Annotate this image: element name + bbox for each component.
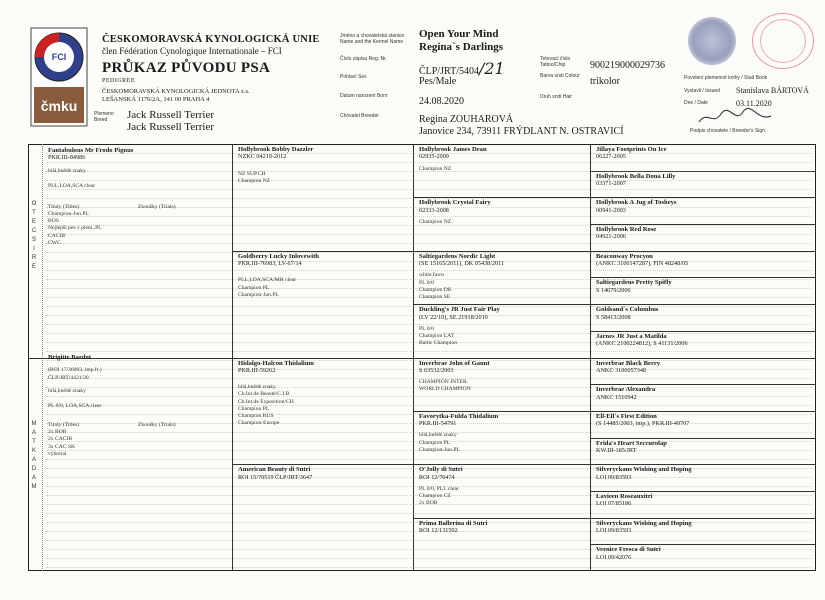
gen3-reg: ROI 12/70474 [419,473,455,481]
gen3-detail: CHAMPION INTER. [419,379,469,386]
gen3-reg: PKR.III-54791 [419,420,457,428]
gen4-cell [596,493,812,508]
gen4-reg: S 58413/2008 [596,313,631,321]
gen3-reg: S 63532/2003 [419,366,454,374]
gen3-cell [419,146,586,173]
gen4-name: Vernice Fresca di Sutri [596,546,661,554]
gen3-cell [419,253,586,301]
official-stamp [688,17,736,65]
gen1-dam-titles-label: Tituly (Titles) [48,422,80,429]
gen3-detail: white,fawn [419,272,445,279]
side-label-sire [28,200,40,272]
gen4-name: Lavieen Roseauxitri [596,492,653,500]
document-title: PRŮKAZ PŮVODU PSA [102,60,271,76]
gen2-reg: PKR.III-76983, LV-67/14 [238,260,302,268]
gen3-reg: 02333-2008 [419,206,449,214]
gen4-name: Inverbrae Alexandra [596,386,656,394]
gen2-detail: Champion-Europe [238,420,280,427]
gen3-reg: 02935-2009 [419,153,449,161]
gen3-cell [419,306,586,347]
unit-address: LEŠANSKÁ 1176/2A, 141 00 PRAHA 4 [102,96,210,103]
gen1-dam-title: 2x CACIB [48,436,73,443]
dotted-guide [46,459,812,460]
gen1-dam-title: výborná [48,450,67,457]
dotted-guide [46,351,812,352]
gen1-dam-title: 3x CAC SK [48,443,76,450]
gen1-dam-name: Brigitte Bardot [48,354,92,361]
side-letter: O [31,201,37,207]
gen4-cell [596,199,812,214]
gen1-sire-title: Nejlepší pes v plem.,PL [48,225,102,232]
gen2-detail: bílá,hnědé znaky [238,384,276,391]
gen2-cell [238,466,409,481]
sixteenth-divider [590,544,816,545]
gen4-cell [596,546,812,561]
org-name: ČESKOMORAVSKÁ KYNOLOGICKÁ UNIE [102,34,320,45]
sixteenth-divider [590,384,816,385]
gen3-detail: PL 0/0 [419,325,434,332]
side-letter: T [32,210,36,216]
gen4-cell [596,360,812,375]
gen3-cell [419,360,586,394]
side-letter: T [32,439,36,445]
breed-value: Jack Russell Terrier [127,109,215,121]
gen3-name: Duckling's JR Just Fair Play [419,306,500,314]
gen3-name: O'Jolly di Sutri [419,466,463,474]
sex-value: Pes/Male [419,76,457,87]
reg-number-handwritten: /21 [478,59,505,78]
gen4-cell [596,226,812,241]
gen4-cell [596,466,812,481]
gen3-detail: Champion PL [419,439,451,446]
gen3-name: Favorytka-Fulda Thidalium [419,412,499,420]
gen3-detail: Champion CZ [419,493,451,500]
gen1-dam-reg: (ROI 17/36093, imp.It.) [48,367,102,374]
gen2-detail: Ch.Int.de Exposition/CH [238,398,294,405]
date-value: 03.11.2020 [736,99,772,108]
gen3-cell [419,199,586,226]
gen4-name: Ell-Ell´s First Edition [596,412,657,420]
gen4-name: Jarnes JR Just a Matilda [596,332,667,340]
gen4-name: Goldsand´s Columbus [596,306,659,314]
gen1-dam-exams-label: Zkoušky (Trials) [138,422,176,429]
gen3-detail: PL 0/0, PLL clear [419,485,459,492]
dob-label: Datum narození Born [340,93,388,99]
gen4-reg: (S 14485/2003, imp.), PKR.III-49707 [596,420,690,428]
reg-number-print: ČLP/JRT/5404 [419,66,479,77]
eighth-divider [413,518,816,519]
gen2-name: Hollybrook Bobby Dazzler [238,146,314,153]
gen1-sire-titles-label: Tituly (Titles) [48,204,80,211]
gen4-reg: 06227-2005 [596,153,626,161]
gen4-reg: LOI 09/42076 [596,553,632,561]
gen4-name: Jillaya Footprints On Ice [596,146,667,153]
gen3-detail: 2x BOB [419,500,438,507]
gen2-detail: Champion PL [238,405,270,412]
dog-name-block [419,28,503,54]
gen4-reg: (ANKC 3100147287), FIN 48248/05 [596,260,689,268]
gen3-cell [419,466,586,507]
gen3-detail: Champion SE [419,293,451,300]
side-letter: E [31,219,36,225]
eighth-divider [413,304,816,305]
gen3-detail: Champion-Jun.PL [419,446,460,453]
gen4-reg: S 14679/2006 [596,286,631,294]
gen1-sire-title: BOS [48,218,59,225]
gen4-name: Hollybrook Bella Dona Lilly [596,172,676,180]
gen4-cell [596,279,812,294]
sixteenth-divider [590,438,816,439]
gen2-reg: ROI 15/70519 ČLP/JRT/3647 [238,473,313,481]
gen1-dam-title: 2x BOB [48,429,67,436]
colour-value: trikolor [590,76,620,87]
issued-value: Stanislava BÁRTOVÁ [736,86,809,95]
side-letter: M [31,421,37,427]
gen4-cell [596,520,812,535]
red-seal-inner [760,19,806,63]
gen1-sire-reg: PKR.III-84986 [48,154,86,162]
gen4-reg: 04921-2006 [596,233,626,241]
gen1-dam-health: PL 0/0, LOA,SCA clear [48,403,102,410]
gen2-detail: Champion NZ [238,177,271,184]
gen1-sire-title: Champion-Jun.PL [48,211,89,218]
gen4-name: Inverbrae Black Berry [596,359,661,367]
tattoo-value: 900219000029736 [590,60,665,71]
gen3-name: Hollybrook James Dean [419,146,487,153]
breed-label: Plemeno Breed [94,111,114,123]
gen4-name: Beaconway Procyon [596,252,653,260]
sixteenth-divider [590,331,816,332]
gen2-cell [238,360,409,428]
side-letter: E [31,264,36,270]
gen4-name: Hollybrook A Jug of Tosheys [596,199,677,207]
gen3-cell [419,520,586,535]
gen4-reg: LOI 09/83593 [596,527,632,535]
organization-block [102,34,322,103]
gen4-cell [596,306,812,321]
colour-label: Barva srsti Colour [540,73,580,79]
side-letter: M [31,484,37,490]
gen3-detail: Baltic Champion [419,340,458,347]
signature-label: Podpis chovatele / Breeder's Sign. [690,128,767,134]
gen3-cell [419,413,586,454]
fci-cmku-logo [30,27,88,127]
issued-label: Vystavil / Issued [684,88,720,94]
gen1-sire [48,147,228,247]
gen4-cell [596,333,812,348]
gen3-detail: Champion NZ [419,218,452,225]
gen1-sire-title: CACIB [48,232,66,239]
gen2-name: American Beauty di Sutri [238,466,311,474]
studbook-label: Povolení plemenné knihy / Stud Book [684,75,768,81]
gen4-name: Frida's Heart Seccurolap [596,439,667,447]
gen2-detail: Ch.Int.de Beauté/C.I.B [238,391,290,398]
side-label-dam [28,420,40,492]
gen4-reg: LOI 07/85186 [596,500,632,508]
gen4-reg: 03371-2007 [596,180,626,188]
gen4-reg: 00941-2003 [596,206,626,214]
dob-value: 24.08.2020 [419,96,464,107]
gen2-cell [238,146,409,185]
gen4-reg: (ANKC 2100224812), S 41131/2006 [596,340,688,348]
hair-label: Druh srsti Hair [540,94,572,100]
breeder-label: Chovatel Breeder [340,113,379,119]
gen1-dam [48,354,228,458]
sixteenth-divider [590,491,816,492]
gen3-detail: Champion DK [419,286,452,293]
side-letter: C [31,228,37,234]
dotted-guide [46,540,812,541]
gen1-sire-name: Fantabulous Mr Frodo Pignus [48,147,134,154]
gen3-detail: PL 0/0 [419,279,434,286]
side-letter: R [31,255,37,261]
dog-name: Open Your Mind [419,28,499,40]
gen3-detail: WORLD CHAMPION [419,386,471,393]
gen1-sire-exams-label: Zkoušky (Trials) [138,204,176,211]
gen2-reg: PKR.III-59262 [238,366,276,374]
side-letter: A [31,430,36,436]
gen2-detail: Champion PL [238,284,270,291]
gen1-sire-title: CWC [48,239,61,246]
gen4-cell [596,440,812,455]
signature [695,106,775,128]
gen3-name: Saltiegardens Nordic Light [419,252,496,260]
gen3-reg: (LV 22/10), SE 21918/2010 [419,313,488,321]
dotted-guide [46,567,812,568]
svg-text:čmku: čmku [40,98,78,114]
unit-name: ČESKOMORAVSKÁ KYNOLOGICKÁ JEDNOTA z.s. [102,88,250,95]
gen3-detail: Champion LAT [419,332,454,339]
name-label: Jméno a chovatelská stanice Name and the Kennel Name [340,33,405,45]
document-subtitle: PEDIGREE [102,78,135,84]
gen4-name: Hollybrook Red Rose [596,226,657,234]
breed-value-2: Jack Russell Terrier [127,121,215,133]
side-letter: K [31,448,36,454]
side-letter: I [33,246,35,252]
svg-text:FCI: FCI [51,52,67,62]
tattoo-label: Tetovací číslo Tattoo/Chip [540,56,571,68]
gen4-cell [596,413,812,428]
date-label: Dne / Date [684,100,708,106]
gen2-detail: Champion RUS [238,412,274,419]
gen1-sire-colour: bílá,hnědé znaky [48,167,86,174]
gen3-name: Prima Ballerina di Sutri [419,519,488,527]
side-letter: S [31,237,36,243]
eighth-divider [413,411,816,412]
side-letter: D [31,466,37,472]
gen3-detail: bílá,hnědé znaky [419,432,457,439]
gen3-name: Inverbrae John of Gaunt [419,359,490,367]
breeder-address: Janovice 234, 73911 FRÝDLANT N. OSTRAVICÍ [419,126,624,137]
fci-member: člen Fédération Cynologique Internationale – FCI [102,46,282,56]
gen4-cell [596,146,812,161]
side-letter: A [31,475,36,481]
gen3-name: Hollybrook Crystal Fairy [419,199,491,207]
gen2-reg: NZKC 04219-2012 [238,153,287,161]
gen4-cell [596,253,812,268]
side-letter: A [31,457,36,463]
dotted-guide [46,513,812,514]
gen4-name: Silveryckans Wishing and Hoping [596,519,692,527]
gen2-detail: NZ SUP.CH [238,170,266,177]
gen2-detail: PLL,LOA,SCA/MH clear [238,277,296,284]
gen3-reg: (SE 15165/2011), DK 05438/2011 [419,260,505,268]
gen2-detail: Champion-Jun.PL [238,291,279,298]
quarter-divider [232,464,816,465]
breeder-value: Regina ZOUHAROVÁ [419,114,514,125]
gen1-dam-reg2: ČLP/JRT/4421/20 [48,374,89,381]
kennel-name: Regina`s Darlings [419,41,504,53]
reg-label: Číslo zápisu Reg. Nr. [340,56,387,62]
gen4-cell [596,386,812,401]
gen4-reg: ANKC 1510942 [596,393,637,401]
gen4-reg: LOI 09/83593 [596,473,632,481]
gen2-name: Hidalgo-Halcon Thidalium [238,359,314,367]
gen4-reg: ANKC 3100057348 [596,366,647,374]
gen4-cell [596,173,812,188]
gen1-dam-colour: bílá,hnědé znaky [48,387,86,394]
gen4-reg: KW.III-185/JRT [596,446,637,454]
gen3-reg: ROI 12/131592 [419,527,458,535]
gen2-name: Goldberry Lucky Inlovewith [238,252,319,260]
gen2-cell [238,253,409,299]
gen3-detail: Champion NZ [419,165,452,172]
gen4-name: Silveryckans Wishing and Hoping [596,466,692,474]
gen4-name: Saltiegardens Pretty Spiffy [596,279,672,287]
gen1-sire-health: PLL,LOA,SCA clear [48,182,96,189]
sex-label: Pohlaví Sex [340,74,367,80]
